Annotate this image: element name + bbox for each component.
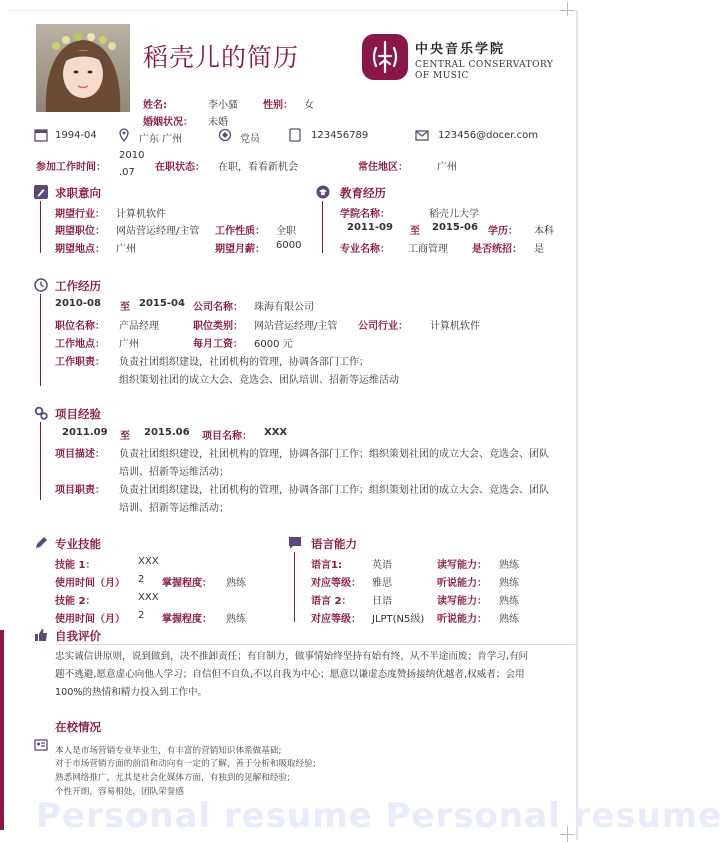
work-from: 2010-08 xyxy=(55,298,101,309)
degree-value: 本科 xyxy=(534,226,554,237)
role-label: 职位名称： xyxy=(55,321,105,332)
skill2-value: XXX xyxy=(138,592,159,603)
project-experience-title: 项目经验 xyxy=(55,407,101,421)
campus-line: 熟悉网络推广，尤其是社会化媒体方面，有独到的见解和经验; xyxy=(55,773,290,783)
lang1-level-label: 对应等级： xyxy=(311,578,361,589)
section-line xyxy=(40,422,41,500)
city-value: 广东 广州 xyxy=(139,134,183,145)
skill2-label: 技能 2： xyxy=(55,596,96,607)
expected-salary-label: 期望月薪： xyxy=(215,244,265,255)
birth-value: 1994-04 xyxy=(55,130,97,141)
pencil-icon xyxy=(34,185,48,199)
calendar-icon xyxy=(34,128,48,142)
start-work-month: .07 xyxy=(119,167,135,178)
project-duty-line: 培训、招新等运维活动； xyxy=(119,503,229,514)
party-member-icon xyxy=(218,128,232,142)
work-status-value: 在职，看看新机会 xyxy=(218,162,298,173)
location-pin-icon xyxy=(117,128,131,142)
unified-label: 是否统招： xyxy=(472,244,522,255)
skill1-value: XXX xyxy=(138,556,159,567)
skill2-time-value: 2 xyxy=(138,610,145,621)
project-duty-label: 项目职责： xyxy=(55,485,105,496)
id-card-icon xyxy=(34,738,48,752)
clock-icon xyxy=(34,278,48,292)
email-icon xyxy=(415,128,429,142)
lang2-value: 日语 xyxy=(372,596,392,607)
expected-position-value: 网站营运经理/主管 xyxy=(116,226,200,237)
left-accent-bar xyxy=(0,630,4,830)
gears-icon xyxy=(34,406,48,420)
work-experience-title: 工作经历 xyxy=(55,279,101,293)
gender-value: 女 xyxy=(304,100,314,111)
skill1-time-value: 2 xyxy=(138,574,145,585)
section-line xyxy=(294,552,295,622)
work-place-value: 广州 xyxy=(119,339,139,350)
lang2-label: 语言 2： xyxy=(311,596,352,607)
monthly-pay-value: 6000 元 xyxy=(254,339,293,350)
marital-value: 未婚 xyxy=(208,117,228,128)
skill1-time-label: 使用时间（月） xyxy=(55,578,125,589)
graduation-icon xyxy=(316,185,330,199)
crop-mark xyxy=(560,10,574,11)
pen-icon xyxy=(34,536,48,550)
project-from: 2011.09 xyxy=(62,427,108,438)
lang1-value: 英语 xyxy=(372,560,392,571)
speech-bubble-icon xyxy=(288,536,302,550)
name-label: 姓名: xyxy=(143,100,167,111)
project-desc-label: 项目描述： xyxy=(55,449,105,460)
marital-label: 婚姻状况： xyxy=(143,117,193,128)
project-desc-line: 负责社团组织建设，社团机构的管理，协调各部门工作；组织策划社团的成立大会、竞选会、团队 xyxy=(119,449,549,460)
profile-photo xyxy=(36,24,130,112)
skill2-time-label: 使用时间（月） xyxy=(55,614,125,625)
edu-to-word: 至 xyxy=(410,226,420,237)
resume-title: 稻壳儿的简历 xyxy=(143,43,300,72)
start-work-label: 参加工作时间： xyxy=(36,162,106,173)
company-label: 公司名称： xyxy=(193,302,243,313)
major-label: 专业名称： xyxy=(340,244,390,255)
divider xyxy=(55,644,575,645)
lang2-level-value: JLPT(N5级) xyxy=(372,614,425,625)
section-line xyxy=(40,201,41,253)
major-value: 工商管理 xyxy=(408,244,448,255)
project-name-label: 项目名称： xyxy=(202,431,252,442)
self-eval-line: 忠实诚信讲原则，说到做到，决不推卸责任；有自制力，做事情始终坚持有始有终，从不半途而废；肯学习,有问 xyxy=(55,651,529,662)
lang1-rw-label: 读写能力： xyxy=(437,560,487,571)
project-duty-line: 负责社团组织建设，社团机构的管理，协调各部门工作；组织策划社团的成立大会、竞选会、团队 xyxy=(119,485,549,496)
company-industry-value: 计算机软件 xyxy=(430,321,480,332)
work-duty-line: 组织策划社团的成立大会、竞选会、团队培训、招新等运维活动 xyxy=(119,375,399,386)
university-name-en: CENTRAL CONSERVATORY OF MUSIC xyxy=(415,60,554,81)
lang2-ls-value: 熟练 xyxy=(499,614,519,625)
lang2-level-label: 对应等级： xyxy=(311,614,361,625)
lang2-ls-label: 听说能力： xyxy=(437,614,487,625)
company-industry-label: 公司行业： xyxy=(358,321,408,332)
skills-title: 专业技能 xyxy=(55,537,101,551)
unified-value: 是 xyxy=(534,244,544,255)
lang2-rw-value: 熟练 xyxy=(499,596,519,607)
degree-label: 学历： xyxy=(488,226,518,237)
project-name-value: XXX xyxy=(264,427,288,438)
expected-salary-value: 6000 xyxy=(276,240,302,251)
section-line xyxy=(322,201,323,253)
expected-industry-label: 期望行业： xyxy=(55,209,105,220)
work-duty-label: 工作职责： xyxy=(55,357,105,368)
role-category-value: 网站营运经理/主管 xyxy=(254,321,338,332)
self-eval-line: 题不逃避,愿意虚心向他人学习；自信但不自负,不以自我为中心；愿意以谦虚态度赞扬接纳优越者,权威者；会用 xyxy=(55,669,525,680)
expected-place-label: 期望地点： xyxy=(55,244,105,255)
section-line xyxy=(40,294,41,386)
company-value: 珠海有限公司 xyxy=(254,302,314,313)
watermark-text: Personal resume Personal resume xyxy=(36,796,722,836)
skill1-label: 技能 1： xyxy=(55,560,96,571)
gender-label: 性别： xyxy=(263,100,293,111)
school-value: 稻壳儿大学 xyxy=(429,209,479,220)
project-to-word: 至 xyxy=(120,431,130,442)
languages-title: 语言能力 xyxy=(311,537,357,551)
education-title: 教育经历 xyxy=(340,186,386,200)
skill2-mastery-label: 掌握程度： xyxy=(162,614,212,625)
project-to: 2015.06 xyxy=(144,427,190,438)
role-value: 产品经理 xyxy=(119,321,159,332)
campus-title: 在校情况 xyxy=(55,720,101,734)
residence-value: 广州 xyxy=(437,162,457,173)
work-duty-line: 负责社团组织建设，社团机构的管理，协调各部门工作； xyxy=(119,357,369,368)
lang1-ls-label: 听说能力： xyxy=(437,578,487,589)
phone-icon xyxy=(288,128,302,142)
lang1-rw-value: 熟练 xyxy=(499,560,519,571)
self-evaluation-title: 自我评价 xyxy=(55,629,101,643)
self-eval-line: 100%的热情和精力投入到工作中。 xyxy=(55,687,208,698)
skill1-mastery-label: 掌握程度： xyxy=(162,578,212,589)
residence-label: 常住地区： xyxy=(358,162,408,173)
phone-value: 123456789 xyxy=(311,130,369,141)
expected-position-label: 期望职位： xyxy=(55,226,105,237)
project-desc-line: 培训、招新等运维活动； xyxy=(119,467,229,478)
role-category-label: 职位类别： xyxy=(193,321,243,332)
work-place-label: 工作地点： xyxy=(55,339,105,350)
skill1-mastery-value: 熟练 xyxy=(226,578,246,589)
edu-to: 2015-06 xyxy=(432,222,478,233)
lang1-ls-value: 熟练 xyxy=(499,578,519,589)
thumbs-up-icon xyxy=(34,628,48,642)
crop-mark xyxy=(567,2,568,16)
lang1-label: 语言1: xyxy=(311,560,342,571)
job-nature-value: 全职 xyxy=(276,226,296,237)
expected-place-value: 广州 xyxy=(116,244,136,255)
lang1-level-value: 雅思 xyxy=(372,578,392,589)
campus-line: 对于市场营销方面的前沿和动向有一定的了解，善于分析和吸取经验; xyxy=(55,759,316,769)
edu-from: 2011-09 xyxy=(347,222,393,233)
email-value: 123456@docer.com xyxy=(438,130,539,141)
job-intention-title: 求职意向 xyxy=(55,186,101,200)
campus-line: 个性开朗，容易相处，团队荣誉感 xyxy=(55,787,184,797)
work-status-label: 在职状态： xyxy=(155,162,205,173)
university-name-cn: 中央音乐学院 xyxy=(415,42,506,57)
lang2-rw-label: 读写能力： xyxy=(437,596,487,607)
work-to: 2015-04 xyxy=(139,298,185,309)
university-logo xyxy=(362,34,408,80)
work-to-word: 至 xyxy=(120,302,130,313)
school-label: 学院名称： xyxy=(340,209,390,220)
skill2-mastery-value: 熟练 xyxy=(226,614,246,625)
monthly-pay-label: 每月工资： xyxy=(193,339,243,350)
expected-industry-value: 计算机软件 xyxy=(116,209,166,220)
name-value: 李小骚 xyxy=(208,100,238,111)
campus-line: 本人是市场营销专业毕业生，有丰富的营销知识体系做基础; xyxy=(55,746,282,756)
political-value: 党员 xyxy=(240,134,260,145)
start-work-year: 2010 xyxy=(119,150,145,161)
job-nature-label: 工作性质： xyxy=(215,226,265,237)
